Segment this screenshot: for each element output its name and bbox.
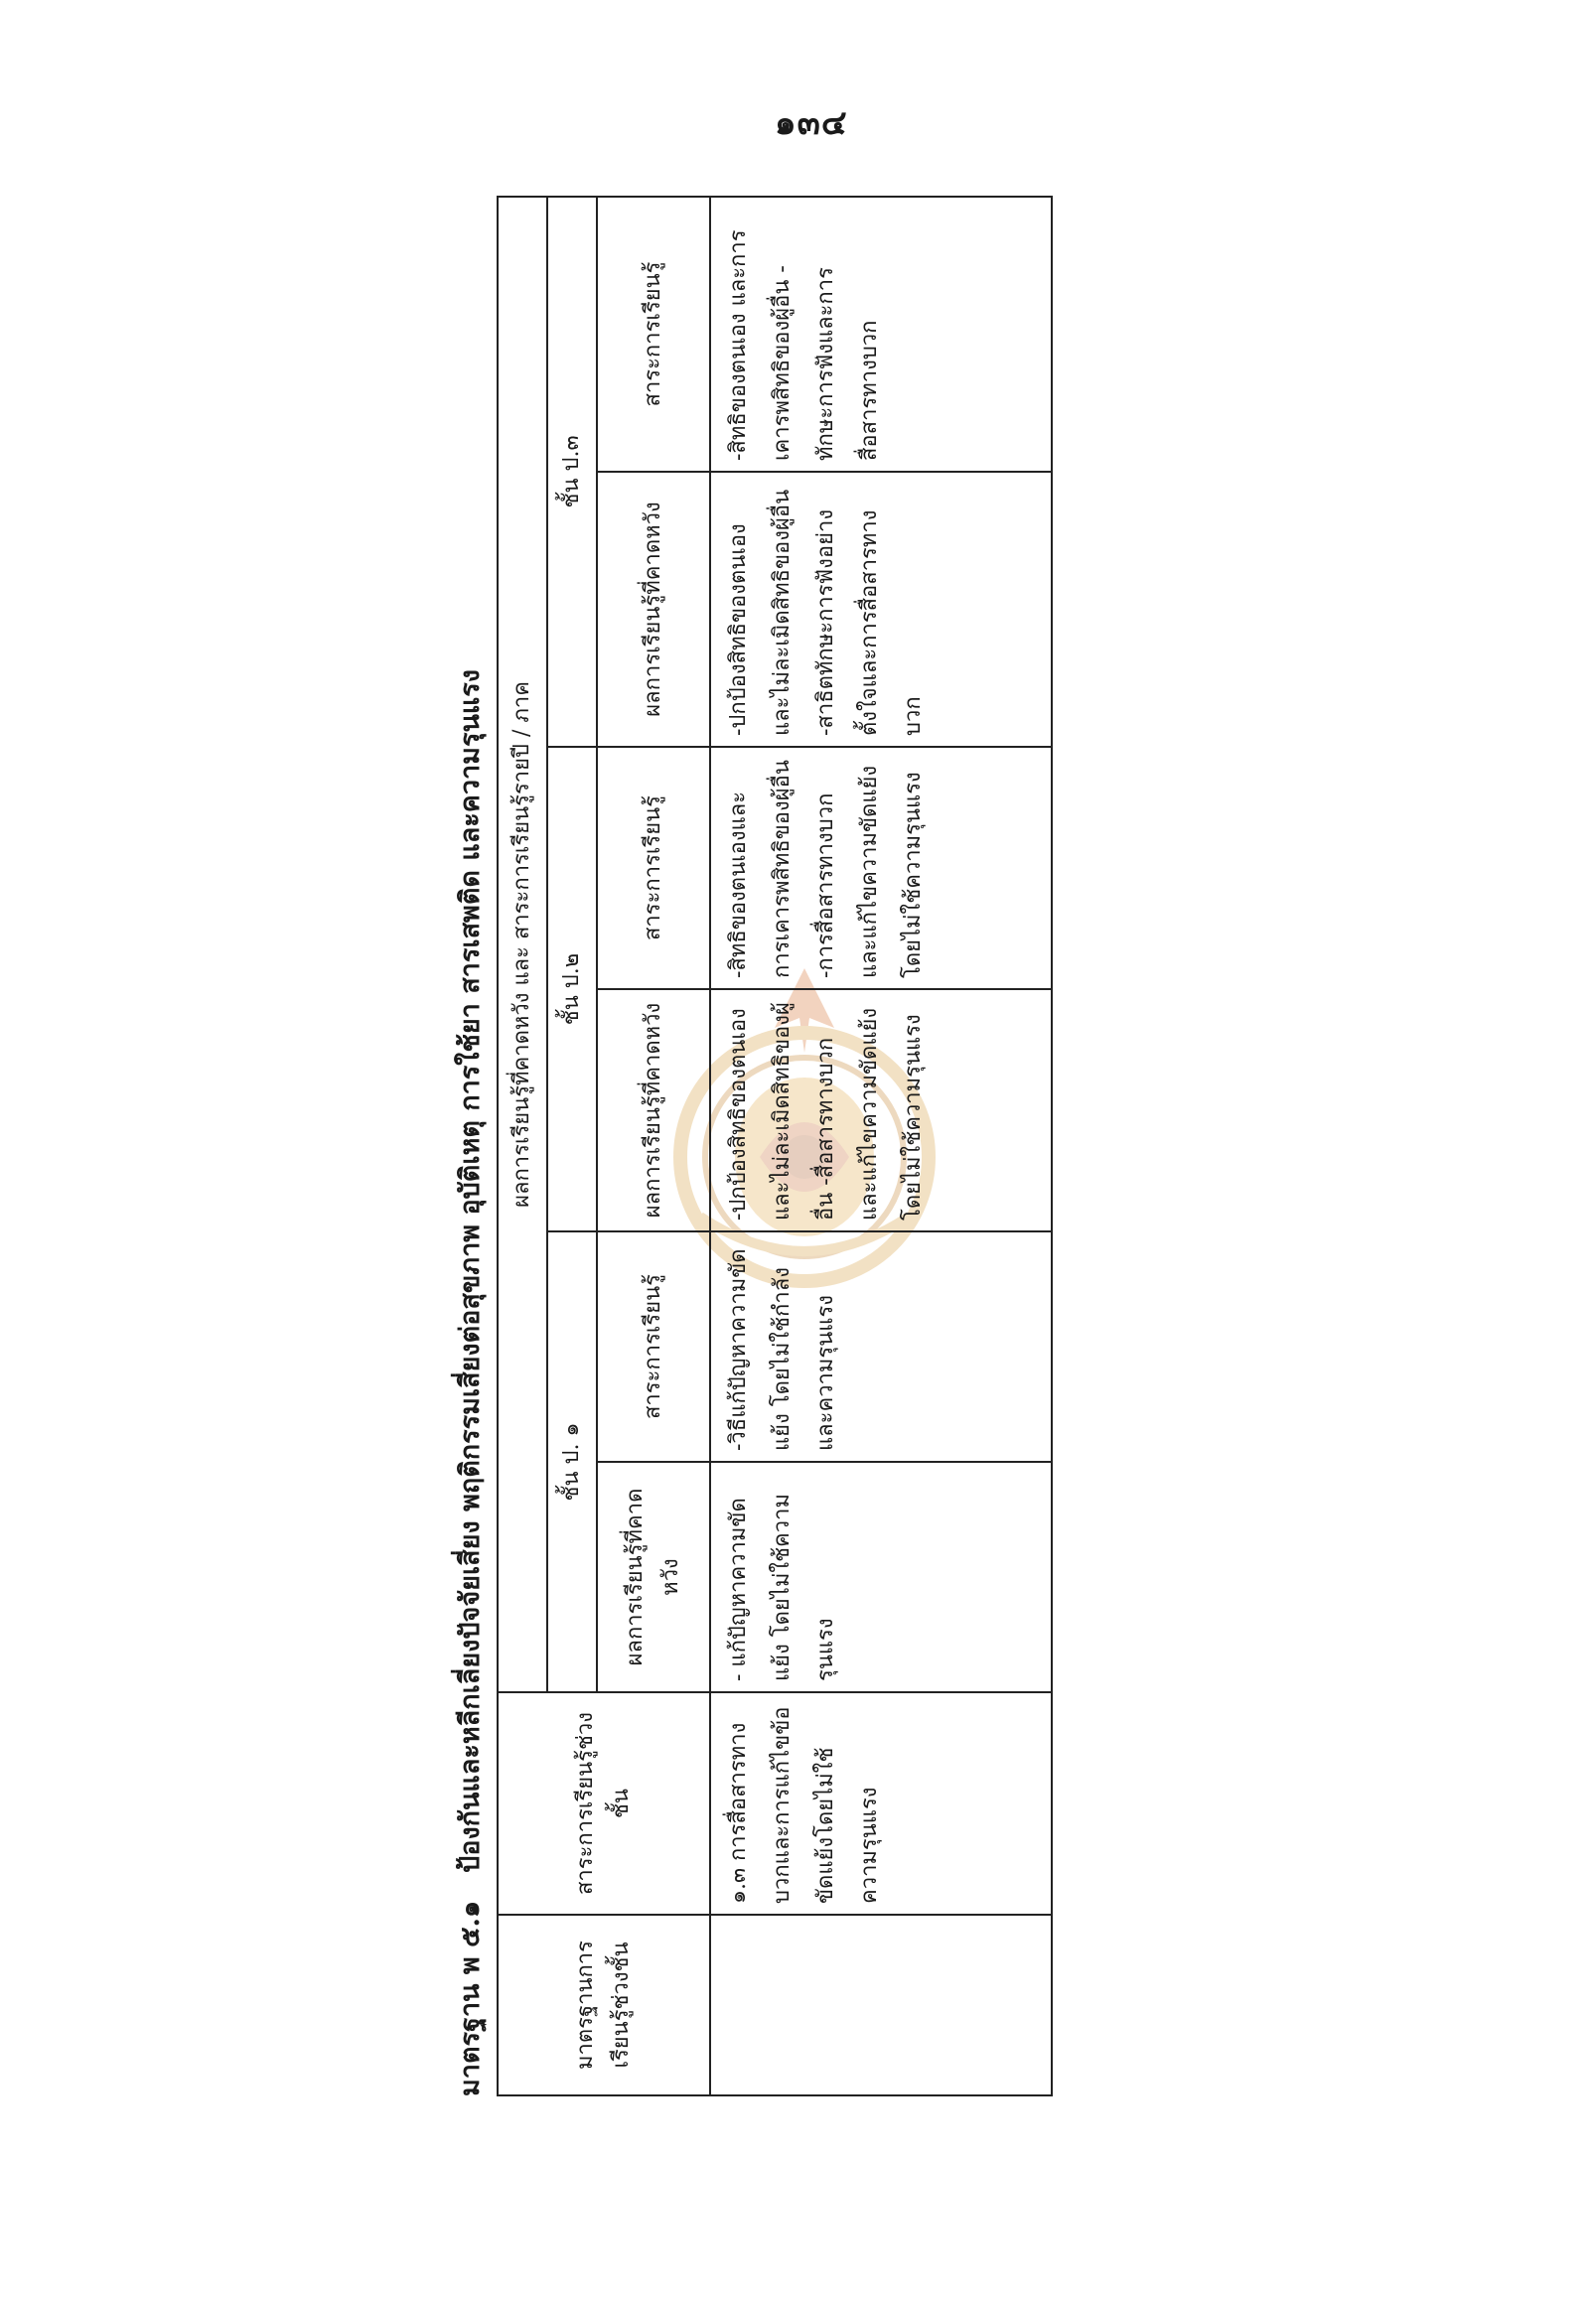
header-grade-p2: ชั้น ป.๒ <box>547 747 597 1231</box>
standard-code: มาตรฐาน พ ๕.๑ <box>454 1900 486 2096</box>
rotated-content <box>445 198 1092 2096</box>
header-grade-p1: ชั้น ป. ๑ <box>547 1231 597 1692</box>
header-p1-content: สาระการเรียนรู้ <box>597 1231 710 1462</box>
document-title <box>445 198 493 2096</box>
header-grade-p3: ชั้น ป.๓ <box>547 197 597 747</box>
table-row <box>710 197 1052 2095</box>
standards-table <box>497 196 1053 2096</box>
cell-p1-outcome: - แก้ปัญหาความขัดแย้ง โดยไม่ใช้ความรุนแรง <box>710 1462 1052 1692</box>
cell-content: ๑.๓ การสื่อสารทางบวกและการแก้ไขข้อขัดแย้งโดยไม่ใช้ความรุนแรง <box>710 1692 1052 1915</box>
header-p3-content: สาระการเรียนรู้ <box>597 197 710 472</box>
header-p3-outcome: ผลการเรียนรู้ที่คาดหวัง <box>597 472 710 747</box>
header-p2-outcome: ผลการเรียนรู้ที่คาดหวัง <box>597 989 710 1231</box>
cell-p1-content: -วิธีแก้ปัญหาความขัดแย้ง โดยไม่ใช้กำลังและความรุนแรง <box>710 1231 1052 1462</box>
cell-p2-outcome: -ปกป้องสิทธิของตนเอง และไม่ละเมิดสิทธิของผู้อื่น -สื่อสารทางบวกและแก้ไขความขัดแย้งโดยไม่ใช้ความรุนแรง <box>710 989 1052 1231</box>
cell-standard <box>710 1915 1052 2095</box>
header-standard: มาตรฐานการเรียนรู้ช่วงชั้น <box>498 1915 710 2095</box>
header-p1-outcome: ผลการเรียนรู้ที่คาดหวัง <box>597 1462 710 1692</box>
page-number: ๑๓๔ <box>775 103 848 143</box>
standard-title: ป้องกันและหลีกเลี่ยงปัจจัยเสี่ยง พฤติกรรมเสี่ยงต่อสุขภาพ อุบัติเหตุ การใช้ยา สารเสพติด และความรุนแรง <box>454 669 486 1873</box>
header-p2-content: สาระการเรียนรู้ <box>597 747 710 989</box>
cell-p2-content: -สิทธิของตนเองและการเคารพสิทธิของผู้อื่น -การสื่อสารทางบวกและแก้ไขความขัดแย้งโดยไม่ใช้ความรุนแรง <box>710 747 1052 989</box>
cell-p3-content: -สิทธิของตนเอง และการเคารพสิทธิของผู้อื่น - ทักษะการฟังและการสื่อสารทางบวก <box>710 197 1052 472</box>
header-group: ผลการเรียนรู้ที่คาดหวัง และ สาระการเรียนรู้รายปี / ภาค <box>498 197 547 1692</box>
header-content: สาระการเรียนรู้ช่วงชั้น <box>498 1692 710 1915</box>
cell-p3-outcome: -ปกป้องสิทธิของตนเอง และไม่ละเมิดสิทธิของผู้อื่น -สาธิตทักษะการฟังอย่างตั้งใจและการสื่อสารทางบวก <box>710 472 1052 747</box>
